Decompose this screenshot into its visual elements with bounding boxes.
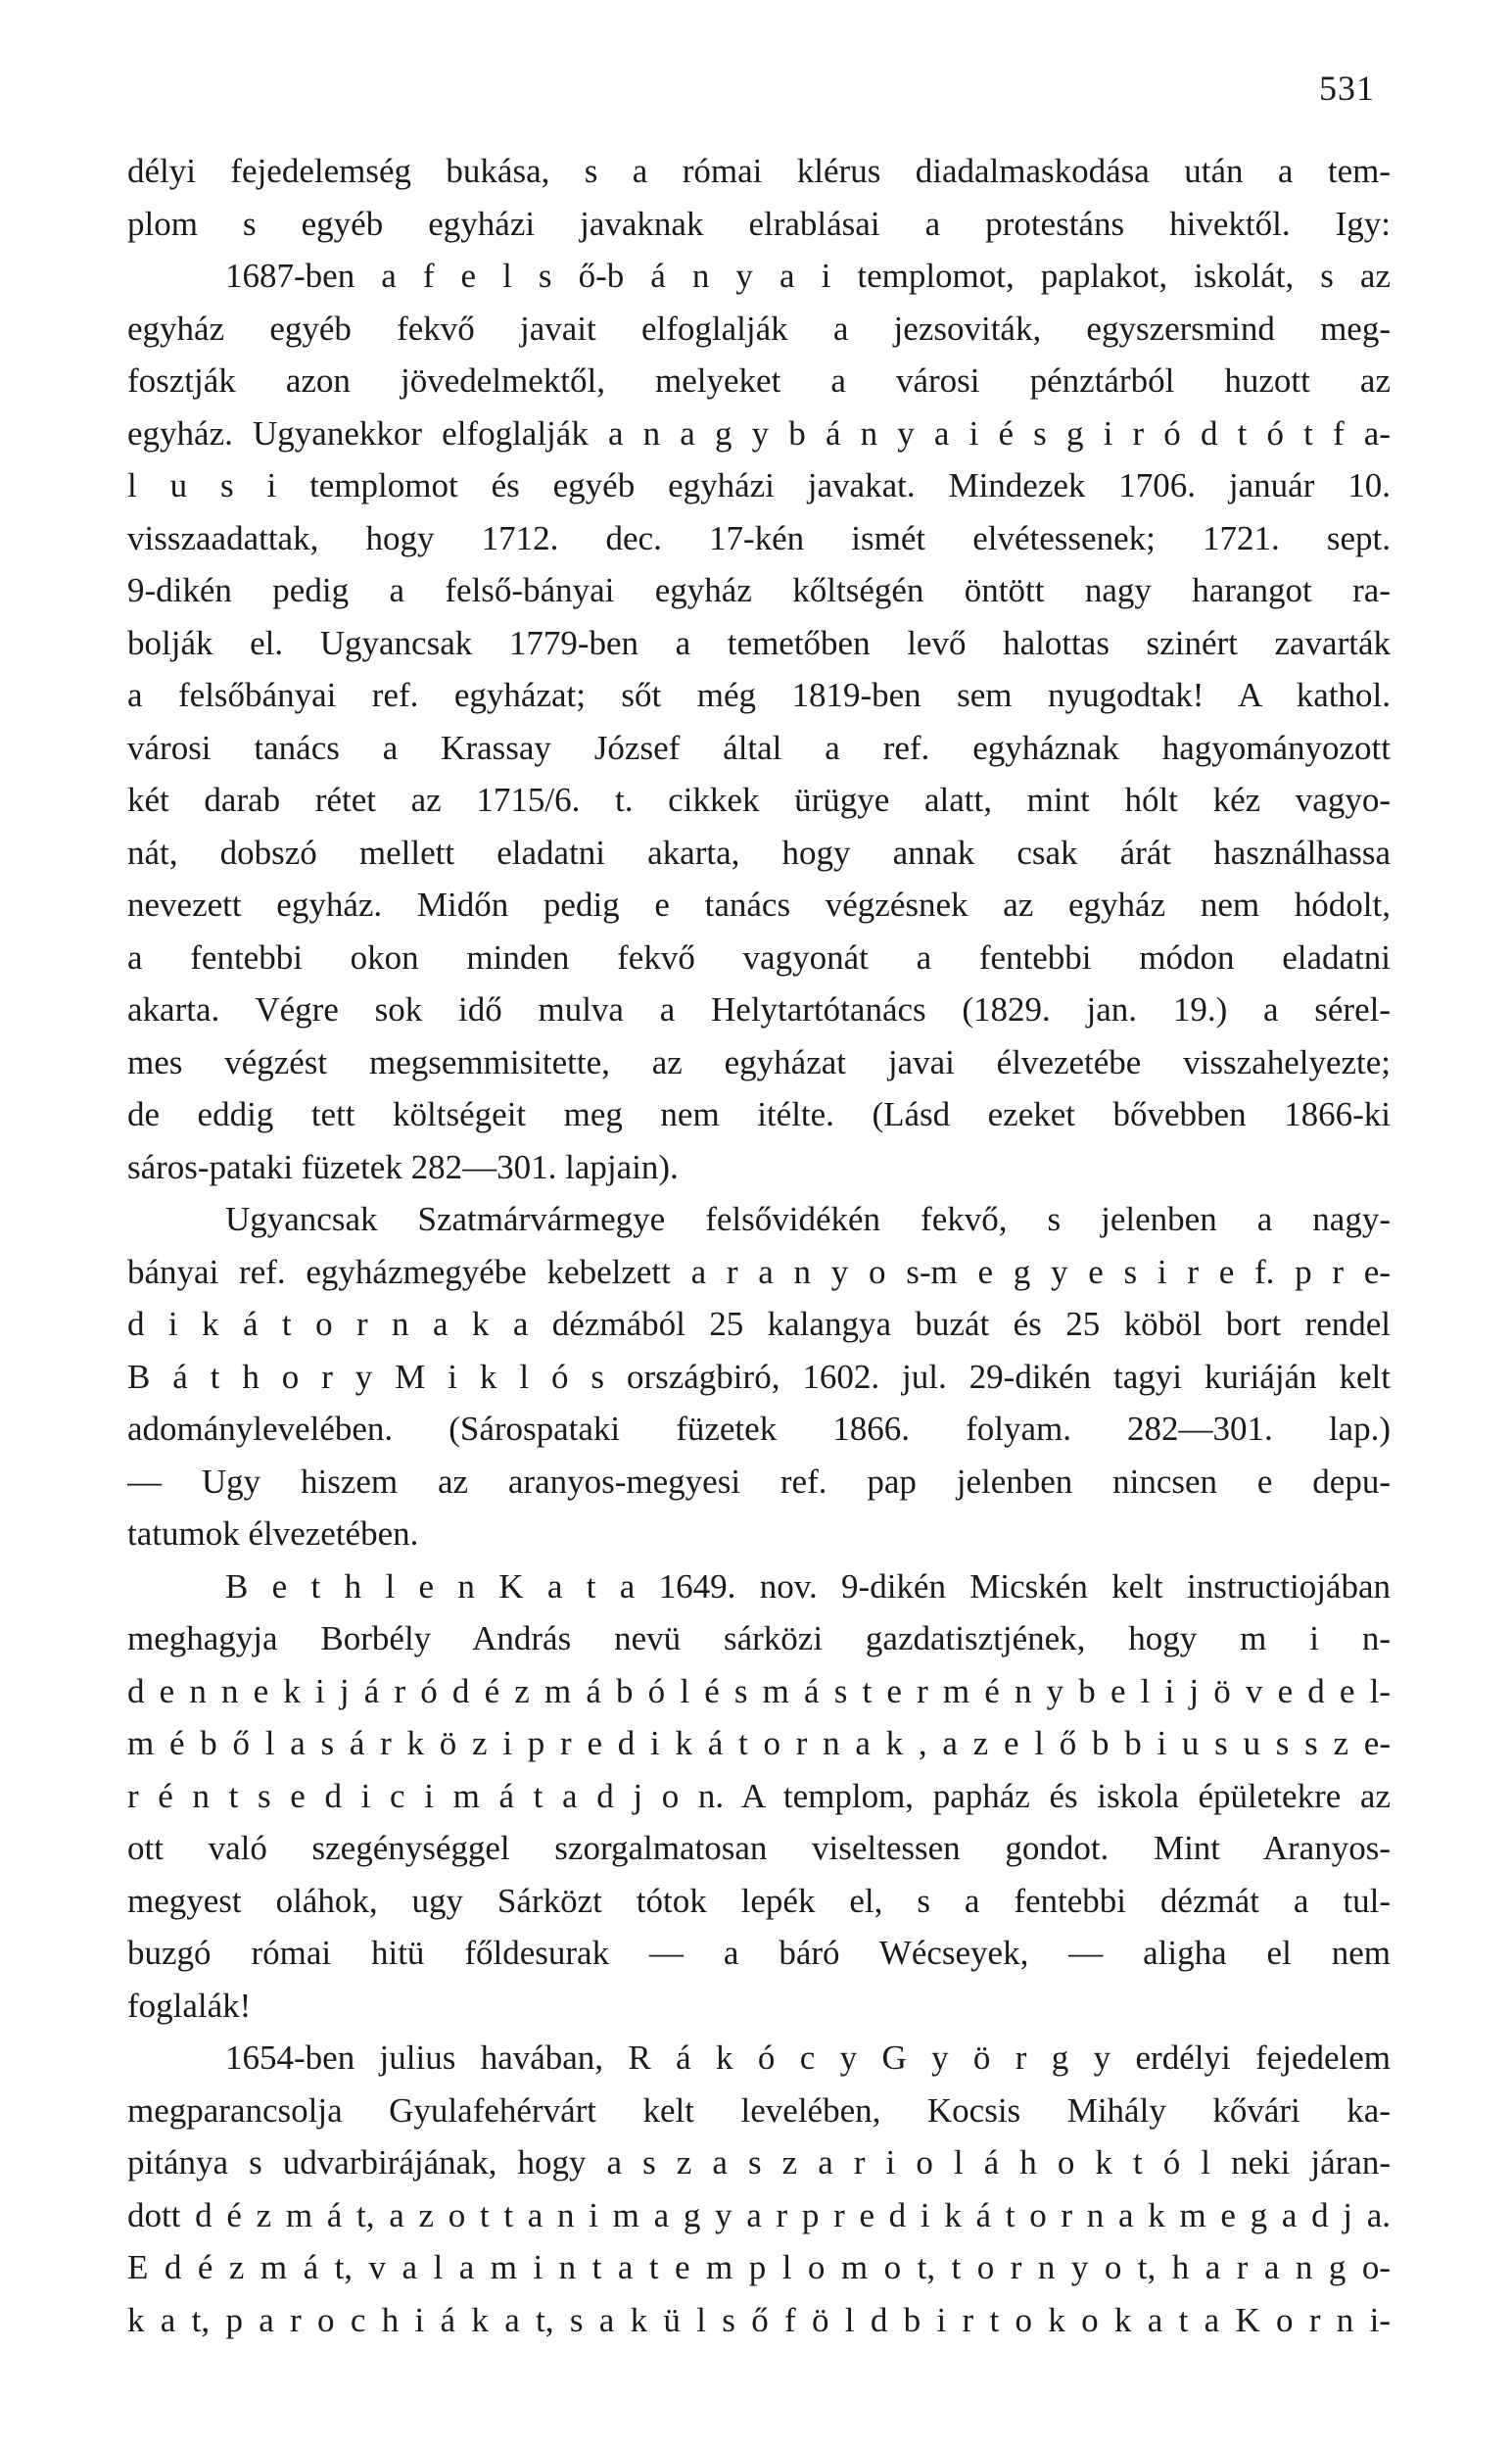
page-number: 531 [1319,69,1375,108]
text-line: pitánya s udvarbirájának, hogy a s z a s z a r i o l á h o k t ó l neki járan- [127,2143,1391,2182]
text-line: megparancsolja Gyulafehérvárt kelt levelében, Kocsis Mihály kővári ka- [127,2090,1391,2130]
text-line: d i k á t o r n a k a dézmából 25 kalangya buzát és 25 köböl bort rendel [127,1305,1391,1343]
body-text [127,145,1391,2346]
text-line: tatumok élvezetében. [127,1514,419,1553]
text-line: Ugyancsak Szatmárvármegye felsővidékén fekvő, s jelenben a nagy- [225,1200,1391,1238]
text-line: a fentebbi okon minden fekvő vagyonát a fentebbi módon eladatni [127,937,1391,977]
text-line: sáros-pataki füzetek 282—301. lapjain). [127,1147,679,1186]
text-line: buzgó római hitü főldesurak — a báró Wécseyek, — aligha el nem [127,1934,1391,1972]
text-line: fosztják azon jövedelmektől, melyeket a városi pénztárból huzott az [127,361,1391,400]
text-line: B e t h l e n K a t a 1649. nov. 9-dikén Micskén kelt instructiojában [225,1566,1391,1606]
text-line: d e n n e k i j á r ó d é z m á b ó l é s m á s t e r m é n y b e l i j ö v e d e l- [127,1671,1391,1710]
text-line: E d é z m á t, v a l a m i n t a t e m p l o m o t, t o r n y o t, h a r a n g o- [127,2248,1391,2286]
text-line: foglalák! [127,1986,252,2025]
text-line: de eddig tett költségeit meg nem itélte. (Lásd ezeket bővebben 1866-ki [127,1095,1391,1133]
text-line: m é b ő l a s á r k ö z i p r e d i k á t o r n a k , a z e l ő b b i u s u s s z e- [127,1724,1391,1762]
text-line: 1687-ben a f e l s ő-b á n y a i templomot, paplakot, iskolát, s az [225,257,1391,295]
text-line: megyest oláhok, ugy Sárközt tótok lepék el, s a fentebbi dézmát a tul- [127,1881,1391,1920]
text-line: meghagyja Borbély András nevü sárközi gazdatisztjének, hogy m i n- [127,1619,1391,1657]
text-line: l u s i templomot és egyéb egyházi javakat. Mindezek 1706. január 10. [127,466,1391,504]
text-line: két darab rétet az 1715/6. t. cikkek ürügye alatt, mint hólt kéz vagyo- [127,781,1391,819]
text-line: bolják el. Ugyancsak 1779-ben a temetőben levő halottas szinért zavarták [127,623,1391,662]
text-line: bányai ref. egyházmegyébe kebelzett a r a n y o s-m e g y e s i r e f. p r e- [127,1252,1391,1291]
text-line: ott való szegénységgel szorgalmatosan viseltessen gondot. Mint Aranyos- [127,1829,1391,1867]
text-line: 9-dikén pedig a felső-bányai egyház kőltségén öntött nagy harangot ra- [127,571,1391,609]
text-line: egyház egyéb fekvő javait elfoglalják a jezsoviták, egyszersmind meg- [127,309,1391,348]
text-line: k a t, p a r o c h i á k a t, s a k ü l s ő f ö l d b i r t o k o k a t a K o r n i- [127,2300,1391,2339]
text-line: dott d é z m á t, a z o t t a n i m a g y a r p r e d i k á t o r n a k m e g a d j a. [127,2195,1391,2234]
text-line: 1654-ben julius havában, R á k ó c y G y ö r g y erdélyi fejedelem [225,2038,1391,2077]
text-line: nát, dobszó mellett eladatni akarta, hogy annak csak árát használhassa [127,833,1391,872]
text-line: r é n t s e d i c i m á t a d j o n. A templom, papház és iskola épületekre az [127,1776,1391,1815]
text-line: mes végzést megsemmisitette, az egyházat javai élvezetébe visszahelyezte; [127,1042,1391,1081]
text-line: délyi fejedelemség bukása, s a római klérus diadalmaskodása után a tem- [127,152,1391,190]
text-line: visszaadattak, hogy 1712. dec. 17-kén ismét elvétessenek; 1721. sept. [127,518,1391,557]
text-line: a felsőbányai ref. egyházat; sőt még 1819-ben sem nyugodtak! A kathol. [127,676,1391,714]
text-line: városi tanács a Krassay József által a ref. egyháznak hagyományozott [127,728,1391,767]
text-line: akarta. Végre sok idő mulva a Helytartótanács (1829. jan. 19.) a sérel- [127,990,1391,1029]
text-line: — Ugy hiszem az aranyos-megyesi ref. pap jelenben nincsen e depu- [127,1462,1391,1501]
text-line: B á t h o r y M i k l ó s országbiró, 1602. jul. 29-dikén tagyi kuriáján kelt [127,1357,1391,1396]
text-line: egyház. Ugyanekkor elfoglalják a n a g y b á n y a i é s g i r ó d t ó t f a- [127,413,1391,453]
text-line: plom s egyéb egyházi javaknak elrablásai a protestáns hivektől. Igy: [127,204,1391,243]
text-line: nevezett egyház. Midőn pedig e tanács végzésnek az egyház nem hódolt, [127,886,1391,924]
text-line: adománylevelében. (Sárospataki füzetek 1866. folyam. 282—301. lap.) [127,1410,1391,1448]
